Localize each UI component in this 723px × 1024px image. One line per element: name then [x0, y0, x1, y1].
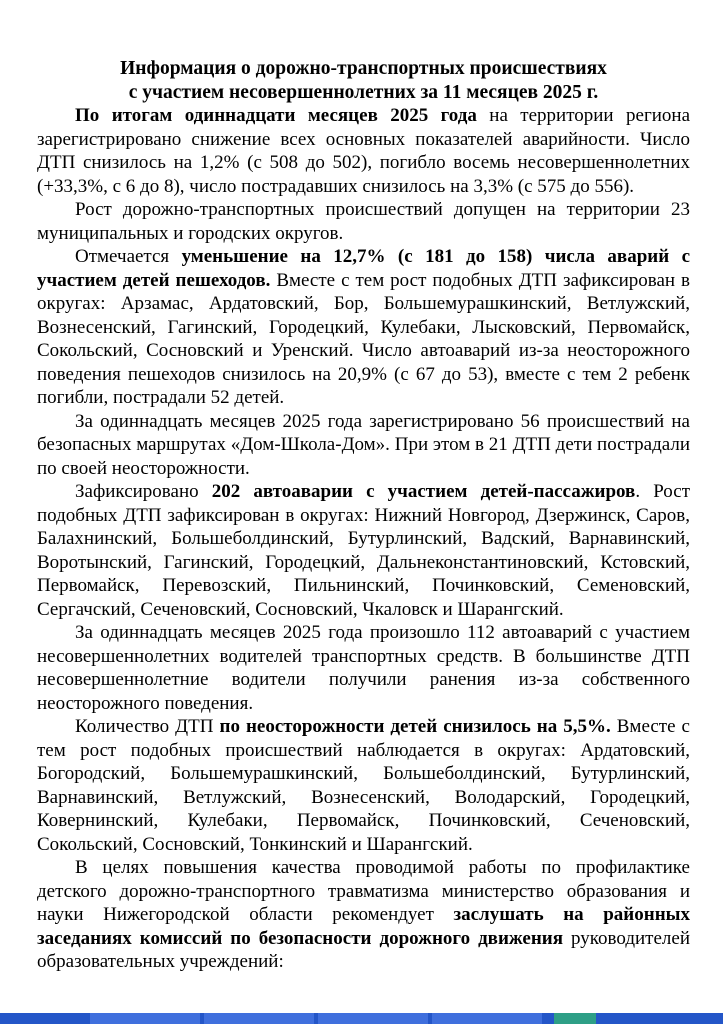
text-run-bold: уменьшение на 12,7% (с 181 до 158) числа аварий с участием детей пешеходов. [37, 246, 691, 291]
document-body [37, 104, 690, 974]
taskbar-segment-active-button[interactable] [554, 1013, 596, 1024]
text-run: Количество ДТП [75, 716, 220, 737]
paragraph [37, 198, 690, 245]
taskbar-segment-window-button[interactable] [318, 1013, 428, 1024]
taskbar-segment-window-button[interactable] [432, 1013, 542, 1024]
text-run: . Рост подобных ДТП зафиксирован в округах: Нижний Новгород, Дзержинск, Саров, Балахнинский, Большеболдинский, Бутурлинский, Вадский, Варнавинский, Воротынский, Гагинский, Городецкий, Дальнеконстантиновский, Кстовский, Первомайск, Перевозский, Пильнинский, Починковский, Семеновский, Сергачский, Сеченовский, Сосновский, Чкаловск и Шарангский. [37, 481, 690, 620]
text-run-bold: По итогам одиннадцати месяцев 2025 года [75, 105, 477, 126]
text-run-bold: 202 автоаварии с участием детей-пассажиров [211, 481, 636, 502]
text-run: Вместе с тем рост подобных ДТП зафиксирован в округах: Арзамас, Ардатовский, Бор, Большемурашкинский, Ветлужский, Вознесенский, Гагинский, Городецкий, Кулебаки, Лысковский, Первомайск, Сокольский, Сосновский и Уренский. Число автоаварий из-за неосторожного поведения пешеходов снизилось на 20,9% (с 67 до 53), вместе с тем 2 ребенк погибли, пострадали 52 детей. [37, 269, 691, 408]
taskbar-segment-window-button[interactable] [90, 1013, 200, 1024]
text-run: За одиннадцать месяцев 2025 года произошло 112 автоаварий с участием несовершеннолетних водителей транспортных средств. В большинстве ДТП несовершеннолетние водители получили ранения из-за собственного неосторожного поведения. [37, 622, 690, 714]
taskbar-segment-window-button[interactable] [204, 1013, 314, 1024]
taskbar-strip[interactable] [0, 1013, 723, 1024]
document-title [37, 57, 690, 104]
paragraph [37, 245, 690, 410]
paragraph [37, 104, 690, 198]
text-run: Вместе с тем рост подобных происшествий наблюдается в округах: Ардатовский, Богородский, Большемурашкинский, Большеболдинский, Бутурлинский, Варнавинский, Ветлужский, Вознесенский, Володарский, Городецкий, Ковернинский, Кулебаки, Первомайск, Починковский, Сеченовский, Сокольский, Сосновский, Тонкинский и Шарангский. [37, 716, 690, 855]
paragraph [37, 480, 690, 621]
taskbar-segment-start-area[interactable] [0, 1013, 90, 1024]
text-run: В целях повышения качества проводимой работы по профилактике детского дорожно-транспортного травматизма министерство образования и науки Нижегородской области рекомендует [37, 857, 690, 925]
paragraph [37, 621, 690, 715]
taskbar-segment-gap[interactable] [542, 1013, 554, 1024]
text-run: Зафиксировано [75, 481, 212, 502]
paragraph [37, 856, 690, 974]
text-run: руководителей образовательных учреждений: [37, 927, 691, 972]
text-run: Рост дорожно-транспортных происшествий допущен на территории 23 муниципальных и городских округов. [37, 199, 690, 244]
paragraph [37, 410, 690, 481]
title-line-1: Информация о дорожно-транспортных происшествиях [120, 58, 607, 79]
taskbar-segment-tray-area[interactable] [596, 1013, 723, 1024]
text-run-bold: заслушать на районных заседаниях комиссий по безопасности дорожного движения [37, 904, 690, 949]
text-run-bold: по неосторожности детей снизилось на 5,5%. [219, 716, 611, 737]
text-run: Отмечается [75, 246, 182, 267]
paragraph [37, 715, 690, 856]
text-run: на территории региона зарегистрировано снижение всех основных показателей аварийности. Число ДТП снизилось на 1,2% (с 508 до 502), погибло восемь несовершеннолетних (+33,3%, с 6 до 8), число пострадавших снизилось на 3,3% (с 575 до 556). [37, 105, 691, 197]
text-run: За одиннадцать месяцев 2025 года зарегистрировано 56 происшествий на безопасных маршрутах «Дом-Школа-Дом». При этом в 21 ДТП дети пострадали по своей неосторожности. [37, 410, 690, 479]
title-line-2: с участием несовершеннолетних за 11 месяцев 2025 г. [128, 81, 599, 103]
